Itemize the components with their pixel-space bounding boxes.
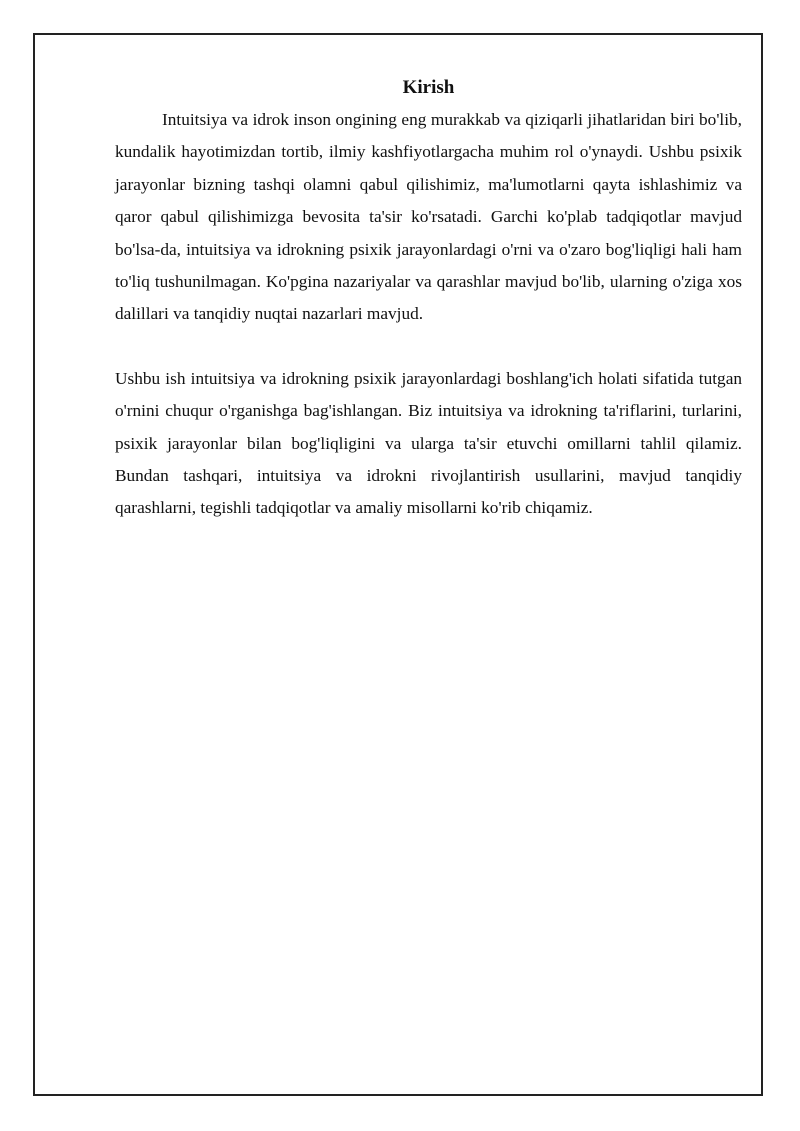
paragraph-scope: Ushbu ish intuitsiya va idrokning psixik jarayonlardagi boshlang'ich holati sifatida tutgan o'rnini chuqur o'rganishga bag'ishlangan. Biz intuitsiya va idrokning ta'riflarini, turlarini, psixik jarayonlar bilan bog'liqligini va ularga ta'sir etuvchi omillarni tahlil qilamiz. Bundan tashqari, intuitsiya va idrokni rivojlantirish usullarini, mavjud tanqidiy qarashlarni, tegishli tadqiqotlar va amaliy misollarni ko'rib chiqamiz. bbox=[115, 368, 742, 518]
page-title: Kirish bbox=[402, 77, 455, 98]
document-body bbox=[115, 72, 742, 525]
paragraph-intro: Intuitsiya va idrok inson ongining eng murakkab va qiziqarli jihatlaridan biri bo'lib, kundalik hayotimizdan tortib, ilmiy kashfiyotlargacha muhim rol o'ynaydi. Ushbu psixik jarayonlar bizning tashqi olamni qabul qilishimiz, ma'lumotlarni qayta ishlashimiz va qaror qabul qilishimizga bevosita ta'sir ko'rsatadi. Garchi ko'plab tadqiqotlar mavjud bo'lsa-da, intuitsiya va idrokning psixik jarayonlardagi o'rni va o'zaro bog'liqligi hali ham to'liq tushunilmagan. Ko'pgina nazariyalar va qarashlar mavjud bo'lib, ularning o'ziga xos dalillari va tanqidiy nuqtai nazarlari mavjud. bbox=[115, 110, 742, 324]
paragraph-spacer bbox=[115, 331, 742, 363]
